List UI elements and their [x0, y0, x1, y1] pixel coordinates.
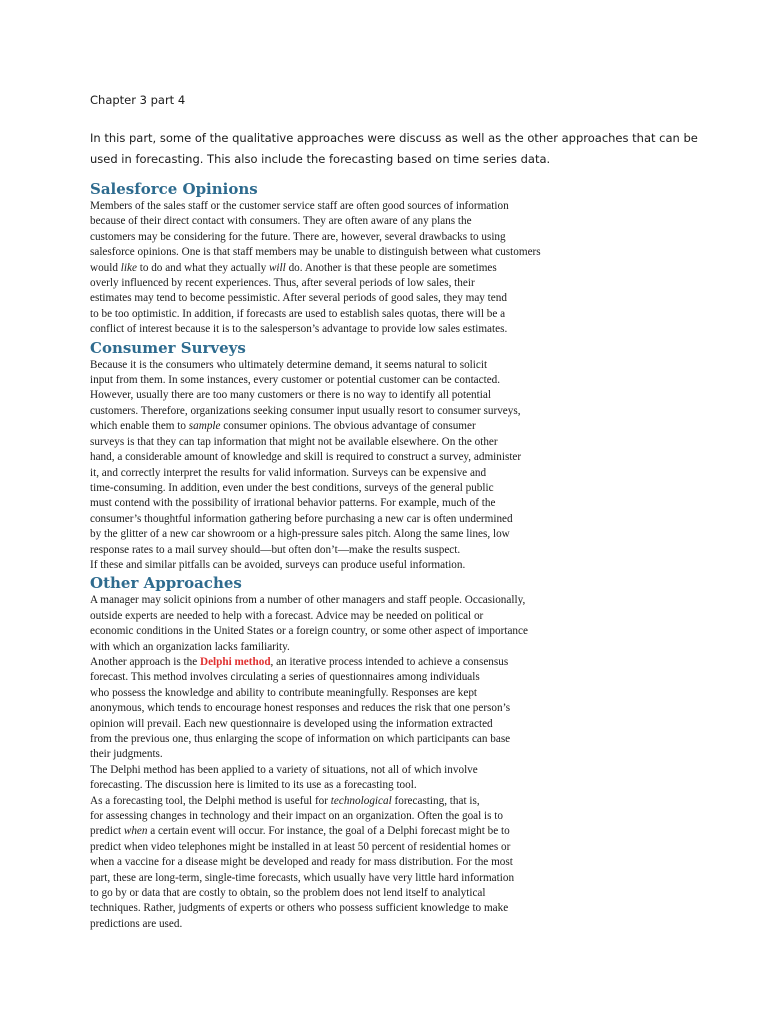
text-line: forecasting. The discussion here is limited to its use as a forecasting tool. [90, 779, 417, 792]
text-line: by the glitter of a new car showroom or a high-pressure sales pitch. Along the same lines, low [90, 528, 510, 541]
text-line: to be too optimistic. In addition, if forecasts are used to establish sales quotas, there will be a [90, 307, 506, 320]
chapter-title: Chapter 3 part 4 [90, 93, 186, 107]
text-line: Because it is the consumers who ultimately determine demand, it seems natural to solicit [90, 358, 488, 371]
emphasis: will [268, 261, 286, 274]
section-body-salesforce [90, 199, 690, 338]
text-line: opinion will prevail. Each new questionnaire is developed using the information extracted [90, 717, 493, 730]
text-line: to go by or data that are costly to obtain, so the problem does not lend itself to analytical [90, 887, 486, 900]
text-line: hand, a considerable amount of knowledge and skill is required to construct a survey, administer [90, 451, 522, 464]
emphasis: like [120, 261, 137, 274]
text-line: input from them. In some instances, every customer or potential customer can be contacted. [90, 374, 501, 387]
intro-line: In this part, some of the qualitative approaches were discuss as well as the other approaches that can be [90, 131, 698, 145]
section-heading-other: Other Approaches [90, 574, 242, 593]
text-line: would like to do and what they actually will do. Another is that these people are sometimes [90, 261, 497, 274]
text-line: time-consuming. In addition, even under the best conditions, surveys of the general public [90, 481, 494, 494]
text-line: part, these are long-term, single-time forecasts, which usually have very little hard information [90, 871, 515, 884]
text-line: techniques. Rather, judgments of experts or others who possess sufficient knowledge to make [90, 902, 509, 915]
text-line: As a forecasting tool, the Delphi method is useful for technological forecasting, that is, [90, 794, 480, 807]
text-line: with which an organization lacks familiarity. [90, 640, 290, 653]
text-line: who possess the knowledge and ability to contribute meaningfully. Responses are kept [90, 686, 478, 699]
text-line: which enable them to sample consumer opinions. The obvious advantage of consumer [90, 420, 476, 433]
text-line: surveys is that they can tap information that might not be available elsewhere. On the other [90, 435, 498, 448]
text-line: predict when a certain event will occur. For instance, the goal of a Delphi forecast might be to [90, 825, 510, 838]
text-line: predictions are used. [90, 917, 183, 930]
section-body-other [90, 593, 690, 932]
text-line: customers. Therefore, organizations seeking consumer input usually resort to consumer surveys, [90, 404, 521, 417]
text-line: anonymous, which tends to encourage honest responses and reduces the risk that one person’s [90, 702, 511, 715]
emphasis: sample [188, 420, 221, 433]
text-line: A manager may solicit opinions from a number of other managers and staff people. Occasionally, [90, 594, 526, 607]
intro-line: used in forecasting. This also include the forecasting based on time series data. [90, 152, 551, 166]
text-line: Another approach is the Delphi method, an iterative process intended to achieve a consensus [90, 655, 509, 668]
text-line: outside experts are needed to help with a forecast. Advice may be needed on political or [90, 609, 484, 622]
text-line: overly influenced by recent experiences. Thus, after several periods of low sales, their [90, 277, 475, 290]
text-line: salesforce opinions. One is that staff members may be unable to distinguish between what customers [90, 246, 541, 259]
document-page [90, 93, 698, 932]
text-line: predict when video telephones might be installed in at least 50 percent of residential homes or [90, 840, 511, 853]
text-line: Members of the sales staff or the customer service staff are often good sources of information [90, 200, 509, 212]
text-line: for assessing changes in technology and their impact on an organization. Often the goal is to [90, 810, 504, 823]
text-line: estimates may tend to become pessimistic. After several periods of good sales, they may tend [90, 292, 507, 305]
text-line: it, and correctly interpret the results for valid information. Surveys can be expensive and [90, 466, 487, 479]
text-line: must contend with the possibility of irrational behavior patterns. For example, much of the [90, 497, 496, 510]
section-heading-consumer: Consumer Surveys [90, 338, 246, 357]
text-line: The Delphi method has been applied to a variety of situations, not all of which involve [90, 763, 478, 776]
intro-paragraph [90, 128, 698, 170]
text-line: their judgments. [90, 748, 163, 761]
text-line: If these and similar pitfalls can be avoided, surveys can produce useful information. [90, 558, 466, 571]
text-line: consumer’s thoughtful information gathering before purchasing a new car is often undermined [90, 512, 513, 525]
section-heading-salesforce: Salesforce Opinions [90, 180, 258, 198]
text-line: because of their direct contact with consumers. They are often aware of any plans the [90, 215, 472, 228]
text-line: customers may be considering for the future. There are, however, several drawbacks to using [90, 230, 506, 243]
text-line: response rates to a mail survey should—but often don’t—make the results suspect. [90, 543, 461, 556]
text-line: conflict of interest because it is to the salesperson’s advantage to provide low sales estimates. [90, 323, 508, 336]
text-line: forecast. This method involves circulating a series of questionnaires among individuals [90, 671, 480, 684]
text-line: from the previous one, thus enlarging the scope of information on which participants can base [90, 733, 511, 745]
emphasis: technological [330, 794, 392, 807]
text-line: when a vaccine for a disease might be developed and ready for mass distribution. For the most [90, 856, 513, 869]
section-body-consumer [90, 358, 690, 574]
delphi-method-term: Delphi method [199, 655, 271, 668]
emphasis: when [123, 825, 148, 838]
text-line: However, usually there are too many customers or there is no way to identify all potential [90, 389, 491, 402]
text-line: economic conditions in the United States or a foreign country, or some other aspect of importance [90, 625, 528, 638]
